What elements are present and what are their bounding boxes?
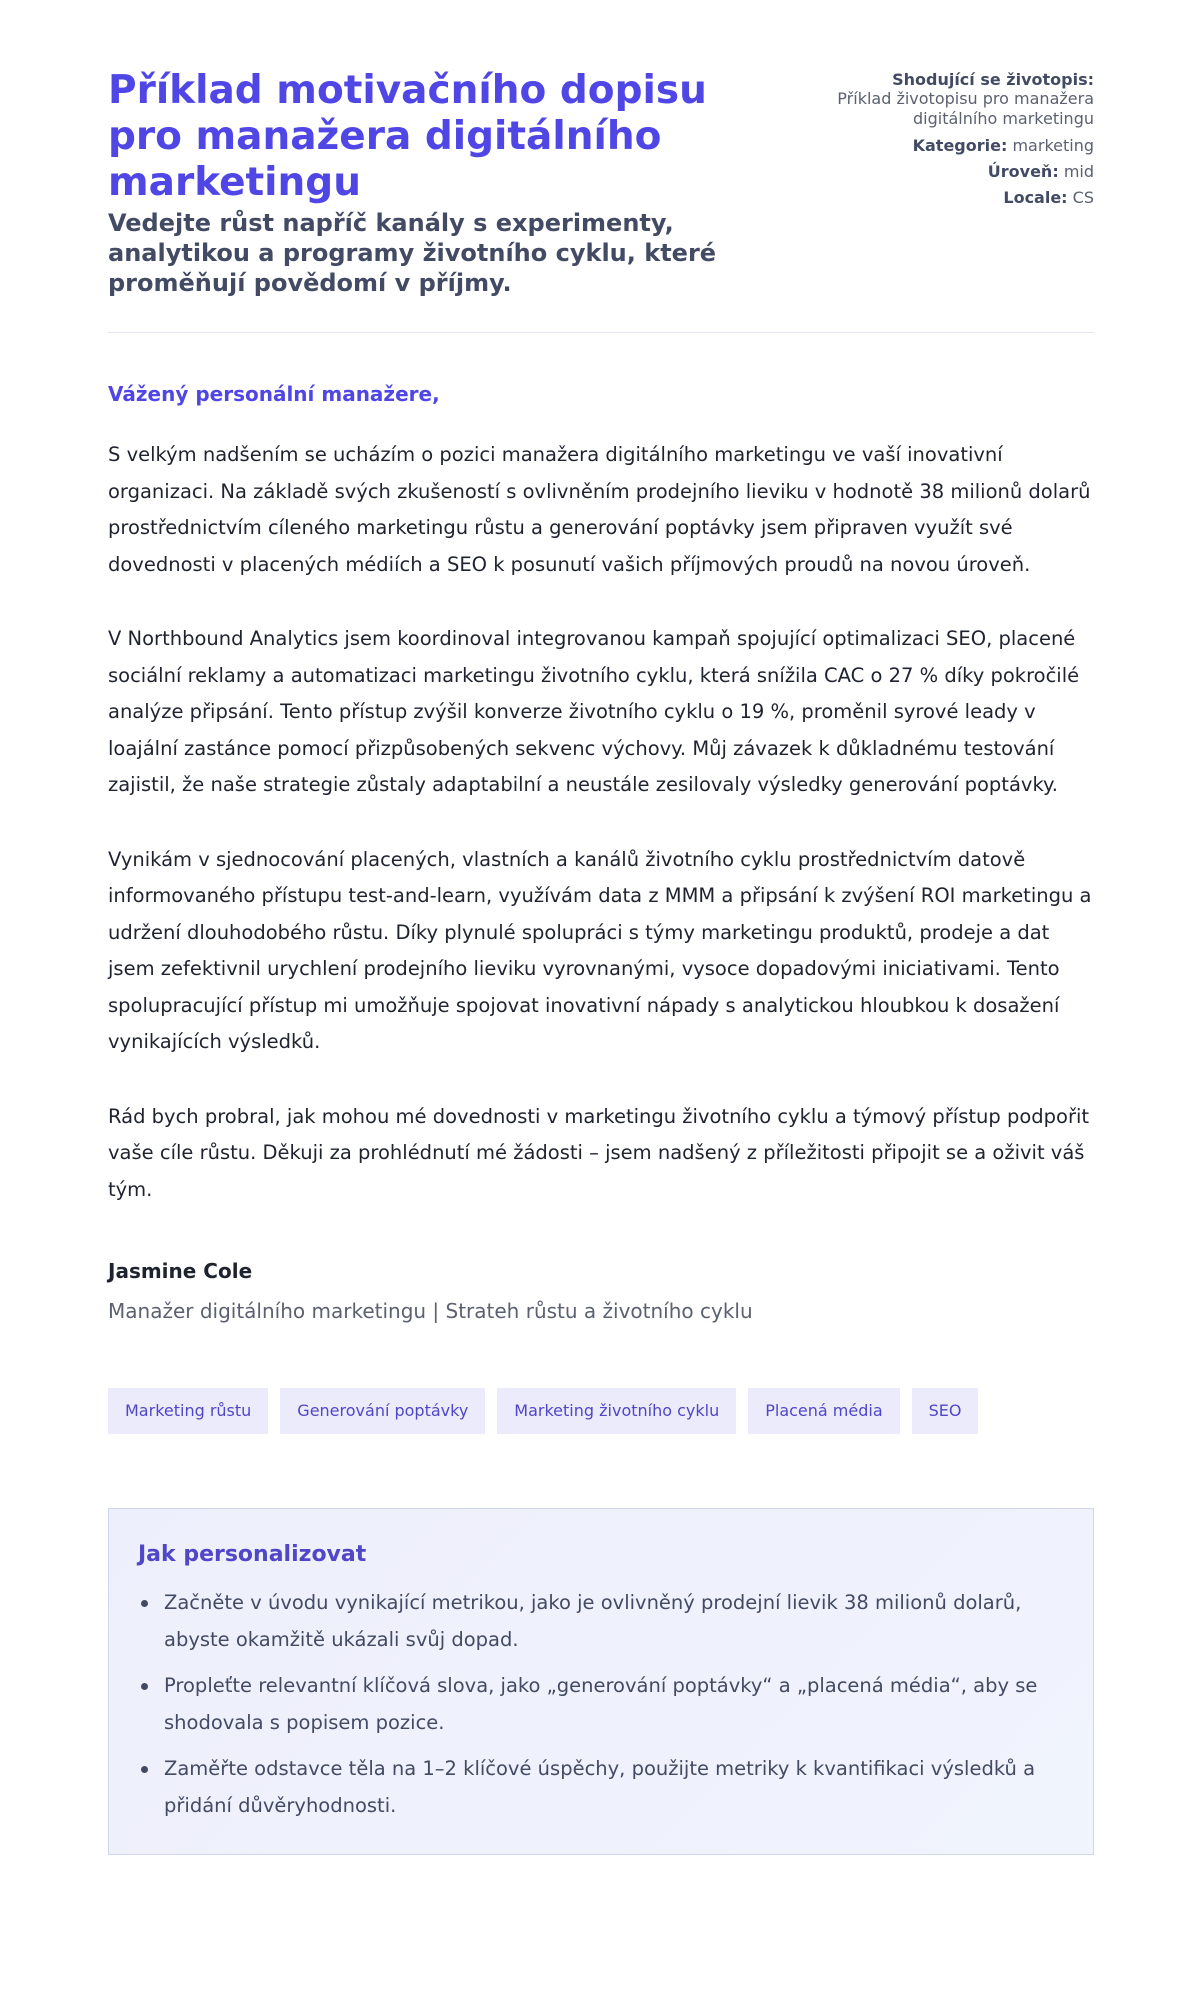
letter-body	[108, 437, 1094, 1208]
tip-text: Zaměřte odstavce těla na 1–2 klíčové úspěchy, použijte metriky k kvantifikaci výsledků a přidání důvěryhodnosti.	[164, 1757, 1036, 1817]
meta-level-label: Úroveň:	[987, 162, 1059, 181]
meta-level-value: mid	[1063, 162, 1094, 181]
tip-text: Propleťte relevantní klíčová slova, jako „generování poptávky“ a „placená média“, aby se shodovala s popisem pozice.	[164, 1674, 1038, 1734]
meta-locale	[794, 188, 1094, 207]
letter-paragraph: Vynikám v sjednocování placených, vlastních a kanálů životního cyklu prostřednictvím datově informovaného přístupu test-and-learn, využívám data z MMM a připsání k zvýšení ROI marketingu a udržení dlouhodobého růstu. Díky plynulé spolupráci s týmy marketingu produktů, prodeje a dat jsem zefektivnil urychlení prodejního lieviku vyrovnanými, vysoce dopadovými iniciativami. Tento spolupracující přístup mi umožňuje spojovat inovativní nápady s analytickou hloubkou k dosažení vynikajících výsledků.	[108, 847, 1092, 1053]
skill-tag[interactable]: Marketing životního cyklu	[497, 1388, 736, 1434]
skill-tags	[108, 1388, 1094, 1434]
letter-paragraph: S velkým nadšením se ucházím o pozici manažera digitálního marketingu ve vaší inovativní organizaci. Na základě svých zkušeností s ovlivněním prodejního lieviku v hodnotě 38 milionů dolarů prostřednictvím cíleného marketingu růstu a generování poptávky jsem připraven využít své dovednosti v placených médiích a SEO k posunutí vašich příjmových proudů na novou úroveň.	[108, 443, 1091, 576]
meta-resume-link[interactable]: Příklad životopisu pro manažera digitálního marketingu	[837, 89, 1094, 128]
header-titles	[108, 68, 788, 298]
letter-greeting: Vážený personální manažere,	[108, 382, 440, 406]
meta-panel	[794, 68, 1094, 214]
personalize-tips-box	[108, 1508, 1094, 1855]
tip-text: Začněte v úvodu vynikající metrikou, jako je ovlivněný prodejní lievik 38 milionů dolarů, abyste okamžitě ukázali svůj dopad.	[164, 1591, 1022, 1651]
letter-signature	[108, 1258, 1094, 1324]
meta-level	[794, 162, 1094, 181]
meta-locale-label: Locale:	[1003, 188, 1068, 207]
signature-name: Jasmine Cole	[108, 1259, 253, 1283]
meta-category-value: marketing	[1012, 136, 1094, 155]
tips-heading: Jak personalizovat	[138, 1542, 367, 1567]
tips-list	[138, 1585, 1064, 1824]
meta-category-label: Kategorie:	[912, 136, 1008, 155]
skill-tag[interactable]: Marketing růstu	[108, 1388, 268, 1434]
header-divider	[108, 332, 1094, 333]
page-subtitle: Vedejte růst napříč kanály s experimenty, analytikou a programy životního cyklu, které proměňují povědomí v příjmy.	[108, 209, 717, 297]
skill-tag[interactable]: Placená média	[748, 1388, 899, 1434]
signature-title: Manažer digitálního marketingu | Strateh růstu a životního cyklu	[108, 1299, 753, 1323]
bullet-icon	[141, 1683, 148, 1690]
tip-item	[138, 1668, 1064, 1741]
bullet-icon	[141, 1600, 148, 1607]
meta-locale-value: CS	[1072, 188, 1094, 207]
letter-paragraph: V Northbound Analytics jsem koordinoval integrovanou kampaň spojující optimalizaci SEO, placené sociální reklamy a automatizaci marketingu životního cyklu, která snížila CAC o 27 % díky pokročilé analýze připsání. Tento přístup zvýšil konverze životního cyklu o 19 %, proměnil syrové leady v loajální zastánce pomocí přizpůsobených sekvenc výchovy. Můj závazek k důkladnému testování zajistil, že naše strategie zůstaly adaptabilní a neustále zesilovaly výsledky generování poptávky.	[108, 627, 1080, 796]
meta-category	[794, 136, 1094, 155]
tip-item	[138, 1585, 1064, 1658]
page-title: Příklad motivačního dopisu pro manažera digitálního marketingu	[108, 68, 707, 205]
meta-matching-resume	[794, 70, 1094, 129]
page-header	[108, 68, 1094, 298]
meta-resume-label: Shodující se životopis:	[892, 70, 1094, 89]
tip-item	[138, 1751, 1064, 1824]
skill-tag[interactable]: Generování poptávky	[280, 1388, 485, 1434]
bullet-icon	[141, 1766, 148, 1773]
skill-tag[interactable]: SEO	[912, 1388, 979, 1434]
letter-paragraph: Rád bych probral, jak mohou mé dovednosti v marketingu životního cyklu a týmový přístup podpořit vaše cíle růstu. Děkuji za prohlédnutí mé žádosti – jsem nadšený z příležitosti připojit se a oživit váš tým.	[108, 1104, 1090, 1201]
